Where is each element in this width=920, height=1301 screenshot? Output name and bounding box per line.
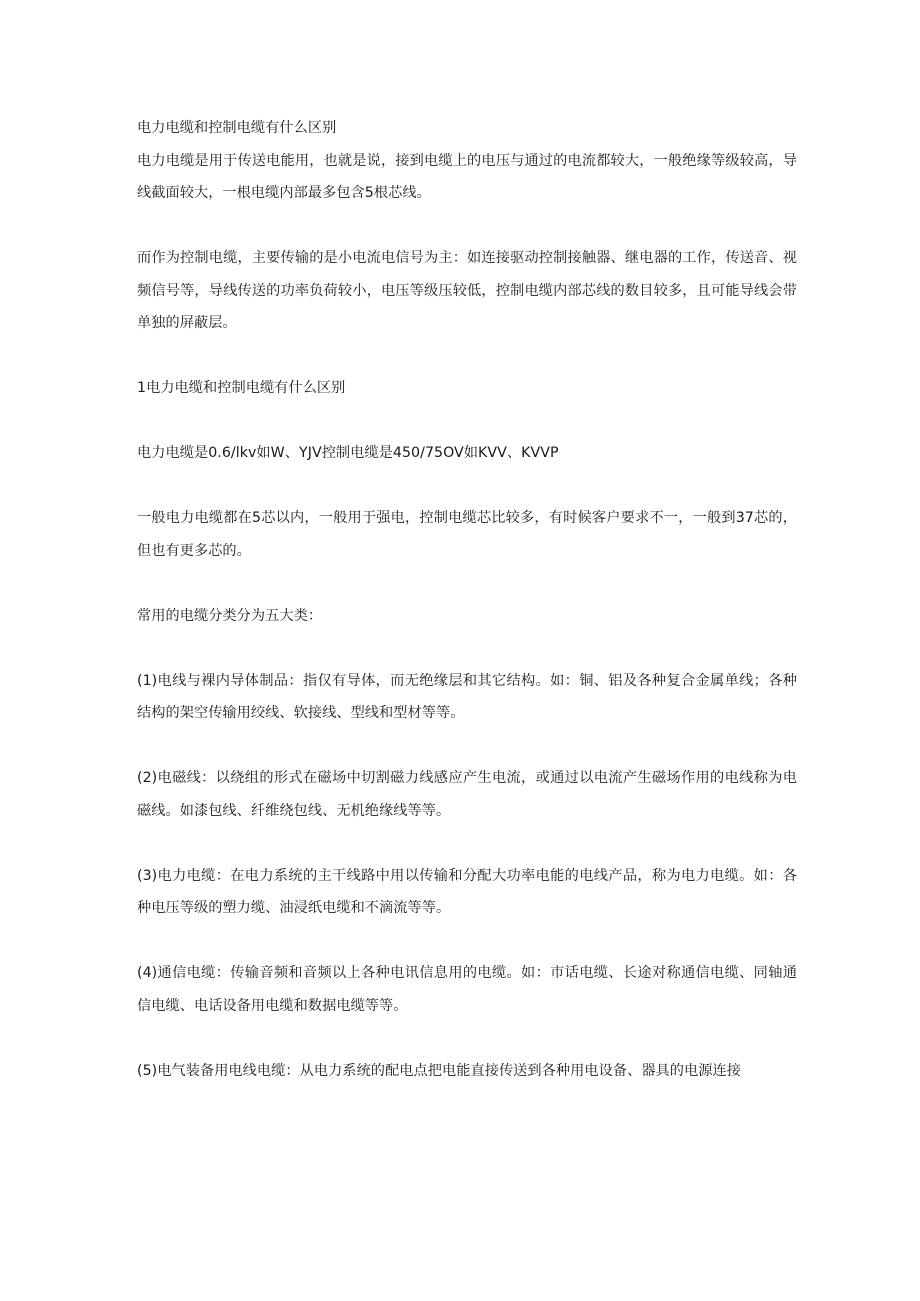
paragraph-classification-intro: 常用的电缆分类分为五大类： [137,607,323,624]
document-body [137,112,797,1087]
document-title: 电力电缆和控制电缆有什么区别 [137,120,337,136]
section-heading-difference: 1电力电缆和控制电缆有什么区别 [137,380,346,396]
list-item-equipment-cable: (5)电气装备用电线电缆：从电力系统的配电点把电能直接传送到各种用电设备、器具的电源连接 [137,1062,741,1079]
paragraph-voltage-ratings: 电力电缆是0.6/lkv如W、YJV控制电缆是450/75OV如KVV、KVVP [137,445,559,461]
paragraph-control-cable-definition: 而作为控制电缆，主要传输的是小电流电信号为主：如连接驱动控制接触器、继电器的工作，传送音、视频信号等，导线传送的功率负荷较小，电压等级压较低，控制电缆内部芯线的数目较多，且可能导线会带单独的屏蔽层。 [137,250,797,331]
list-item-magnet-wire: (2)电磁线：以绕组的形式在磁场中切割磁力线感应产生电流，或通过以电流产生磁场作用的电线称为电磁线。如漆包线、纤维绕包线、无机绝缘线等等。 [137,770,797,819]
paragraph-power-cable-definition: 电力电缆是用于传送电能用，也就是说，接到电缆上的电压与通过的电流都较大，一般绝缘等级较高，导线截面较大，一根电缆内部最多包含5根芯线。 [137,152,797,201]
paragraph-core-count: 一般电力电缆都在5芯以内，一般用于强电，控制电缆芯比较多，有时候客户要求不一，一般到37芯的，但也有更多芯的。 [137,510,797,559]
list-item-power-cable: (3)电力电缆：在电力系统的主干线路中用以传输和分配大功率电能的电线产品，称为电力电缆。如：各种电压等级的塑力缆、油浸纸电缆和不滴流等等。 [137,867,797,916]
list-item-bare-conductor: (1)电线与裸内导体制品：指仅有导体，而无绝缘层和其它结构。如：铜、铝及各种复合金属单线；各种结构的架空传输用绞线、软接线、型线和型材等等。 [137,672,797,721]
list-item-communication-cable: (4)通信电缆：传输音频和音频以上各种电讯信息用的电缆。如：市话电缆、长途对称通信电缆、同轴通信电缆、电话设备用电缆和数据电缆等等。 [137,965,797,1014]
